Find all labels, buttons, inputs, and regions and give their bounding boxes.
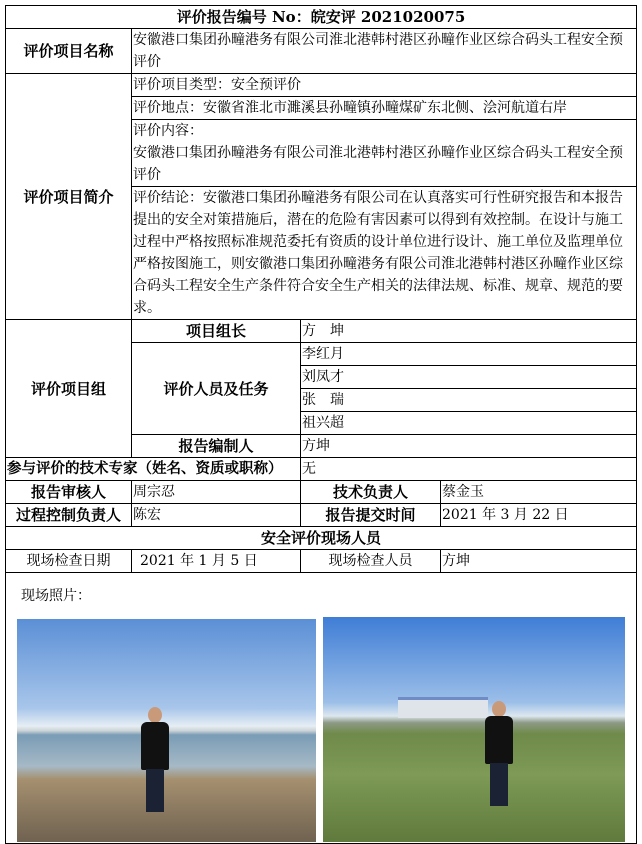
tech-lead-label: 技术负责人 xyxy=(301,481,441,504)
reviewer-value: 周宗忍 xyxy=(132,481,301,504)
project-type: 评价项目类型：安全预评价 xyxy=(132,74,637,97)
field-staff-value: 方坤 xyxy=(441,550,637,573)
person-figure xyxy=(141,707,169,812)
process-lead-label: 过程控制负责人 xyxy=(6,504,132,527)
person-figure xyxy=(485,701,513,806)
content-label: 评价内容： xyxy=(133,123,203,139)
evaluation-report-table xyxy=(5,5,637,844)
group-label: 评价项目组 xyxy=(6,320,132,458)
photos-cell xyxy=(6,573,637,844)
submit-time-label: 报告提交时间 xyxy=(301,504,441,527)
experts-value: 无 xyxy=(301,458,637,481)
leader-value: 方 坤 xyxy=(301,320,637,343)
member: 刘凤才 xyxy=(301,366,637,389)
project-content xyxy=(132,120,637,187)
project-location: 评价地点：安徽省淮北市濉溪县孙疃镇孙疃煤矿东北侧、浍河航道右岸 xyxy=(132,97,637,120)
tech-lead-value: 蔡金玉 xyxy=(441,481,637,504)
member: 张 瑞 xyxy=(301,389,637,412)
content-value: 安徽港口集团孙疃港务有限公司淮北港韩村港区孙疃作业区综合码头工程安全预评价 xyxy=(133,145,623,183)
report-number-title: 评价报告编号 No：皖安评 2021020075 xyxy=(6,6,637,29)
reviewer-label: 报告审核人 xyxy=(6,481,132,504)
leader-label: 项目组长 xyxy=(132,320,301,343)
submit-time-value: 2021 年 3 月 22 日 xyxy=(441,504,637,527)
process-lead-value: 陈宏 xyxy=(132,504,301,527)
member: 祖兴超 xyxy=(301,412,637,435)
project-conclusion: 评价结论：安徽港口集团孙疃港务有限公司在认真落实可行性研究报告和本报告提出的安全对策措施后，潜在的危险有害因素可以得到有效控制。在设计与施工过程中严格按照标准规范委托有资质的设计单位进行设计、施工单位及监理单位严格按图施工，则安徽港口集团孙疃港务有限公司淮北港韩村港区孙疃作业区综合码头工程安全生产条件符合安全生产相关的法律法规、标准、规章、规范的要求。 xyxy=(132,187,637,320)
summary-label: 评价项目简介 xyxy=(6,74,132,320)
field-date-label: 现场检查日期 xyxy=(6,550,132,573)
project-name-label: 评价项目名称 xyxy=(6,29,132,74)
experts-label: 参与评价的技术专家（姓名、资质或职称） xyxy=(6,458,301,481)
member: 李红月 xyxy=(301,343,637,366)
members-label: 评价人员及任务 xyxy=(132,343,301,435)
site-photo-field xyxy=(323,617,625,842)
site-photo-river xyxy=(17,619,316,842)
building xyxy=(398,697,488,718)
writer-value: 方坤 xyxy=(301,435,637,458)
field-date-value: 2021 年 1 月 5 日 xyxy=(132,550,301,573)
project-name-value: 安徽港口集团孙疃港务有限公司淮北港韩村港区孙疃作业区综合码头工程安全预评价 xyxy=(132,29,637,74)
writer-label: 报告编制人 xyxy=(132,435,301,458)
field-staff-label: 现场检查人员 xyxy=(301,550,441,573)
photos-label: 现场照片： xyxy=(21,588,91,604)
field-staff-header: 安全评价现场人员 xyxy=(6,527,637,550)
